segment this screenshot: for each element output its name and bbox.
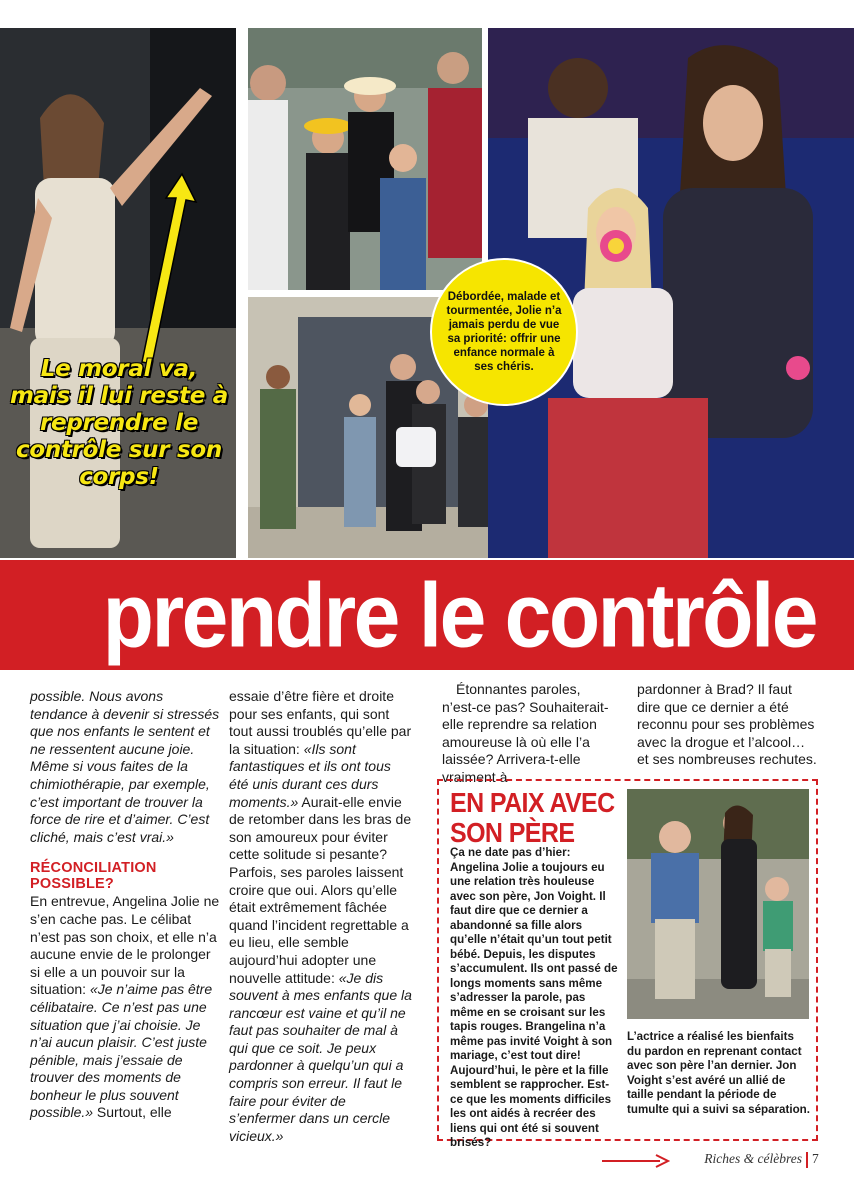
page-number: 7 xyxy=(812,1151,819,1166)
headline: prendre le contrôle xyxy=(102,564,816,666)
article-column-3 xyxy=(442,681,618,787)
subhead-reconciliation: RÉCONCILIATION POSSIBLE? xyxy=(30,860,157,893)
photo-father-daughter xyxy=(627,789,809,1019)
article-paragraph: pardonner à Brad? Il faut dire que ce dernier a été reconnu pour ses problèmes avec la drogue et l’alcool… et ses nombreuses rechutes. xyxy=(637,681,817,768)
headline-band xyxy=(0,560,854,670)
article-lead-quote: possible. Nous avons tendance à devenir si stressés que nos enfants le sentent et ne ressentent aucune joie. Même si vous faites de la chimiothérapie, par exemple, c’est important de trouver la force de rire et d’aimer. C’est cliché, mais c’est vrai.» xyxy=(30,688,220,845)
article-quote: «Je n’aime pas être célibataire. Ce n’est pas une situation que j’ai choisie. Je n’ai aucun plaisir. C’est juste pénible, mais j’essaie de trouver des moments de bonheur le plus souvent possible.» xyxy=(30,981,213,1121)
sidebar-photo-caption: L’actrice a réalisé les bienfaits du pardon en reprenant contact avec son père l’an dernier. Jon Voight s’est avéré un allié de taille pendant la période de tumulte qui a suivi sa séparation. xyxy=(627,1030,810,1116)
sidebar-body: Ça ne date pas d’hier: Angelina Jolie a toujours eu une relation très houleuse avec son père, Jon Voight. Il faut dire que ce dernier a abandonné sa fille alors qu’elle n’était qu’un tout petit bébé. Depuis, les disputes s’accumulent. Ils ont passé de longs moments sans même s’adresser la parole, pas même en se croisant sur les tapis rouges. Brangelina n’a même pas invité Voight à son mariage, c’est tout dire! Aujourd’hui, le père et la fille semblent se rapprocher. Est-ce que les moments difficiles les ont aidés à recréer des liens qui ont été si souvent brisés? xyxy=(450,846,618,1149)
magazine-name: Riches & célèbres xyxy=(704,1151,802,1166)
photo-quote: Le moral va, mais il lui reste à reprendre le contrôle sur son corps! xyxy=(9,356,229,490)
article-quote: «Ils sont fantastiques et ils ont tous été unis durant ces durs moments.» xyxy=(229,740,391,810)
article-paragraph: Aurait-elle envie de retomber dans les bras de son amoureux pour éviter cette solitude si pesante? Parfois, ses paroles laissent croire que oui. Alors qu’elle était extrêmement fâchée quand l’incident regrettable a eu lieu, elle semble aujourd’hui adopter une nouvelle attitude: xyxy=(229,793,412,986)
article-quote: «Je dis souvent à mes enfants que la rancœur est vaine et qu’il ne faut pas souhaiter de mal à qui que ce soit. Je peux pardonner à quelqu’un qui a compris son erreur. Il faut le faire pour éviter de s’enfermer dans un cercle vicieux.» xyxy=(229,969,412,1144)
photo-family-outing xyxy=(248,28,482,290)
next-page-arrow-icon xyxy=(600,1152,670,1170)
footer-separator xyxy=(806,1152,808,1168)
article-column-1 xyxy=(30,688,220,1122)
article-paragraph: essaie d’être fière et droite pour ses enfants, qui sont tout aussi troublés qu’elle par la situation: xyxy=(229,688,412,757)
article-paragraph-end: Surtout, elle xyxy=(93,1104,172,1121)
article-paragraph: En entrevue, Angelina Jolie ne s’en cache pas. Le célibat n’est pas son choix, et elle n’a aucune envie de le prolonger si elle a un pouvoir sur la situation: xyxy=(30,893,220,998)
sidebar-title: EN PAIX AVEC SON PÈRE xyxy=(450,787,615,849)
yellow-caption-bubble: Débordée, malade et tourmentée, Jolie n’a jamais perdu de vue sa priorité: offrir une enfance normale à ses chéris. xyxy=(430,258,578,406)
article-column-2 xyxy=(229,688,413,1145)
article-paragraph: Étonnantes paroles, n’est-ce pas? Souhaiterait-elle reprendre sa relation amoureuse là où elle l’a laissée? Arrivera-t-elle vraiment à xyxy=(442,681,609,785)
yellow-arrow-icon xyxy=(130,168,200,368)
article-column-4 xyxy=(637,681,819,769)
